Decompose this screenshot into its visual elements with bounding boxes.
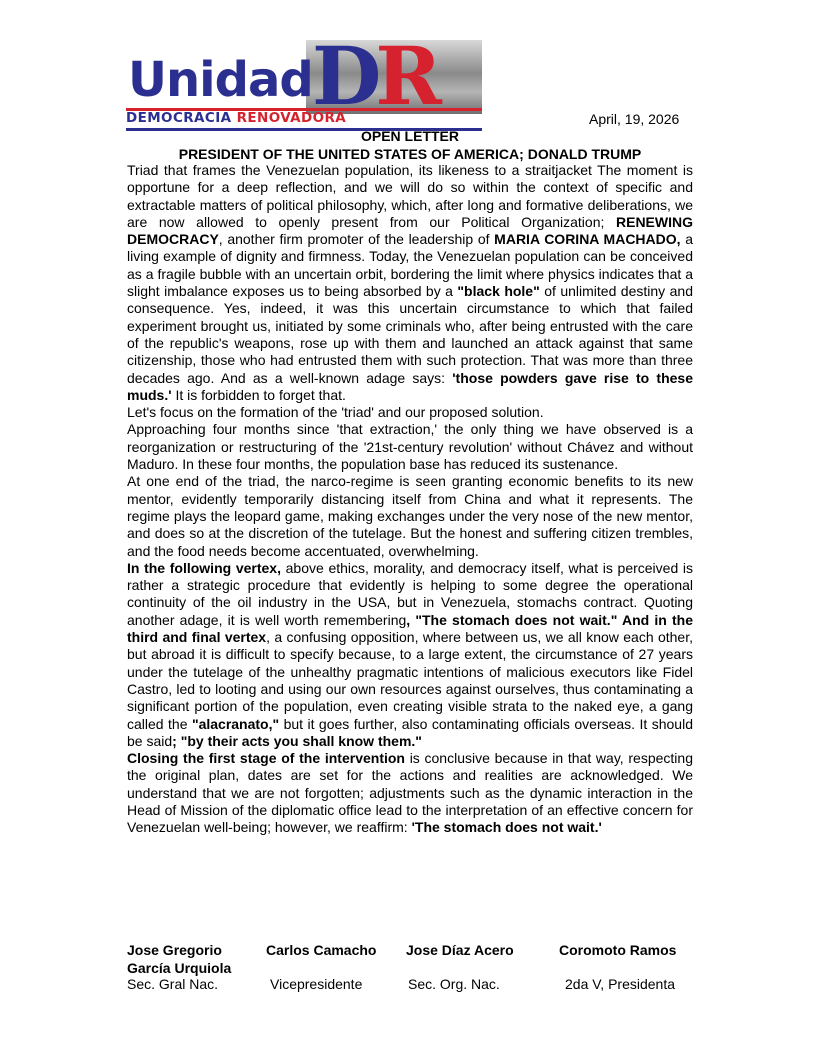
- signatory-name: Coromoto Ramos: [559, 942, 677, 958]
- logo-word-unidad: Unidad: [128, 52, 313, 108]
- logo-letter-d: D: [312, 29, 376, 123]
- text-run-bold: ; "by their acts you shall know them.": [172, 732, 422, 749]
- paragraph-5: [127, 560, 693, 750]
- heading-recipient: PRESIDENT OF THE UNITED STATES OF AMERICA; DONALD TRUMP: [178, 145, 642, 162]
- signatory-1: [127, 941, 262, 992]
- heading-open-letter: OPEN LETTER: [360, 128, 459, 144]
- signatory-role: Sec. Org. Nac.: [408, 976, 500, 992]
- paragraph-1: [127, 162, 693, 404]
- text-run: a living example of dignity and firmness. Today, the Venezuelan population can be conceived as a fragile bubble with an uncertain orbit, bordering the limit where physics indicates that a slight imbalance exposes us to being absorbed by a: [127, 231, 693, 300]
- text-run: is conclusive because in that way, respecting the original plan, dates are set for the actions and realities are acknowledged. We understand that we are not forgotten; adjustments such as the dynamic interaction in the Head of Mission of the diplomatic office lead to the interpretation of an effective concern for Venezuelan well-being; however, we reaffirm:: [127, 750, 693, 836]
- signatory-name: Carlos Camacho: [266, 942, 377, 958]
- signatory-4: [559, 941, 699, 992]
- text-run: , another firm promoter of the leadership of: [218, 231, 495, 248]
- signatory-name-line2: García Urquiola: [127, 960, 232, 976]
- letter-heading: [127, 128, 693, 163]
- text-run-bold: MARIA CORINA MACHADO,: [494, 231, 681, 248]
- paragraph-3: Approaching four months since 'that extraction,' the only thing we have observed is a reorganization or restructuring of the '21st-century revolution' without Chávez and without Maduro. In these four months, the population base has reduced its sustenance.: [127, 421, 693, 473]
- text-run-bold: In the following vertex,: [127, 559, 281, 576]
- unidad-dr-logo: [126, 29, 482, 126]
- text-run: , a confusing opposition, where between us, we all know each other, but abroad it is difficult to specify because, to a large extent, the circumstance of 27 years under the tutelage of the unhealthy pragmatic intentions of malicious executors like Fidel Castro, led to looting and using our own resources against ourselves, thus contaminating a significant portion of the population, even creating visible strata to the naked eye, a gang called the: [127, 629, 693, 732]
- signatory-role: 2da V, Presidenta: [565, 976, 676, 992]
- logo-dr-letters: [312, 29, 436, 123]
- letter-date: April, 19, 2026: [589, 111, 680, 127]
- text-run-bold: "alacranato,": [191, 715, 280, 732]
- text-run: but it goes further, also contaminating officials overseas. It should be said: [127, 715, 693, 749]
- signatory-name: Jose Díaz Acero: [406, 942, 514, 958]
- text-run-bold: 'The stomach does not wait.': [411, 819, 602, 836]
- paragraph-6: [127, 750, 693, 836]
- logo-sub-democracia: DEMOCRACIA: [126, 110, 232, 126]
- signatory-role: Vicepresidente: [270, 976, 363, 992]
- text-run-bold: Closing the first stage of the intervention: [127, 750, 405, 767]
- paragraph-2: Let's focus on the formation of the 'triad' and our proposed solution.: [127, 404, 544, 421]
- signatory-2: [266, 941, 396, 992]
- text-run-bold: 'those powders gave rise to these muds.': [127, 369, 693, 403]
- signatory-3: [406, 941, 546, 992]
- logo-letter-r: R: [375, 29, 436, 123]
- text-run: of unlimited destiny and consequence. Yes, indeed, it was this uncertain circumstance to which that failed experiment brought us, initiated by some criminals who, after being entrusted with the care of the republic's weapons, rose up with them and launched an attack against that same citizenship, those who had entrusted them with such protection. That was more than three decades ago. And as a well-known adage says:: [127, 283, 693, 386]
- signatory-role: Sec. Gral Nac.: [127, 976, 219, 992]
- text-run-bold: , "The stomach does not wait." And in the third and final vertex: [127, 611, 693, 646]
- logo-sub-renovadora: RENOVADORA: [236, 110, 347, 126]
- text-run-bold: "black hole": [457, 283, 540, 300]
- text-run-bold: RENEWING DEMOCRACY: [127, 213, 693, 248]
- letter-body: [127, 162, 693, 837]
- signatory-name: Jose Gregorio: [127, 942, 222, 958]
- paragraph-4: At one end of the triad, the narco-regime is seen granting economic benefits to its new mentor, evidently temporarily distancing itself from China and what it represents. The regime plays the leopard game, making exchanges under the very nose of the new mentor, and does so at the discretion of the tutelage. But the honest and suffering citizen trembles, and the food needs become accentuated, overwhelming.: [127, 473, 693, 559]
- text-run: It is forbidden to forget that.: [171, 386, 346, 403]
- text-run: Triad that frames the Venezuelan population, its likeness to a straitjacket The moment is opportune for a deep reflection, and we will do so within the context of specific and extractable matters of political philosophy, which, after long and formative deliberations, we are now allowed to openly present from our Political Organization;: [127, 162, 693, 230]
- text-run: above ethics, morality, and democracy itself, what is perceived is rather a strategic procedure that evidently is helping to some degree the operational continuity of the oil industry in the USA, but in Venezuela, stomachs contract. Quoting another adage, it is well worth remembering: [127, 559, 693, 628]
